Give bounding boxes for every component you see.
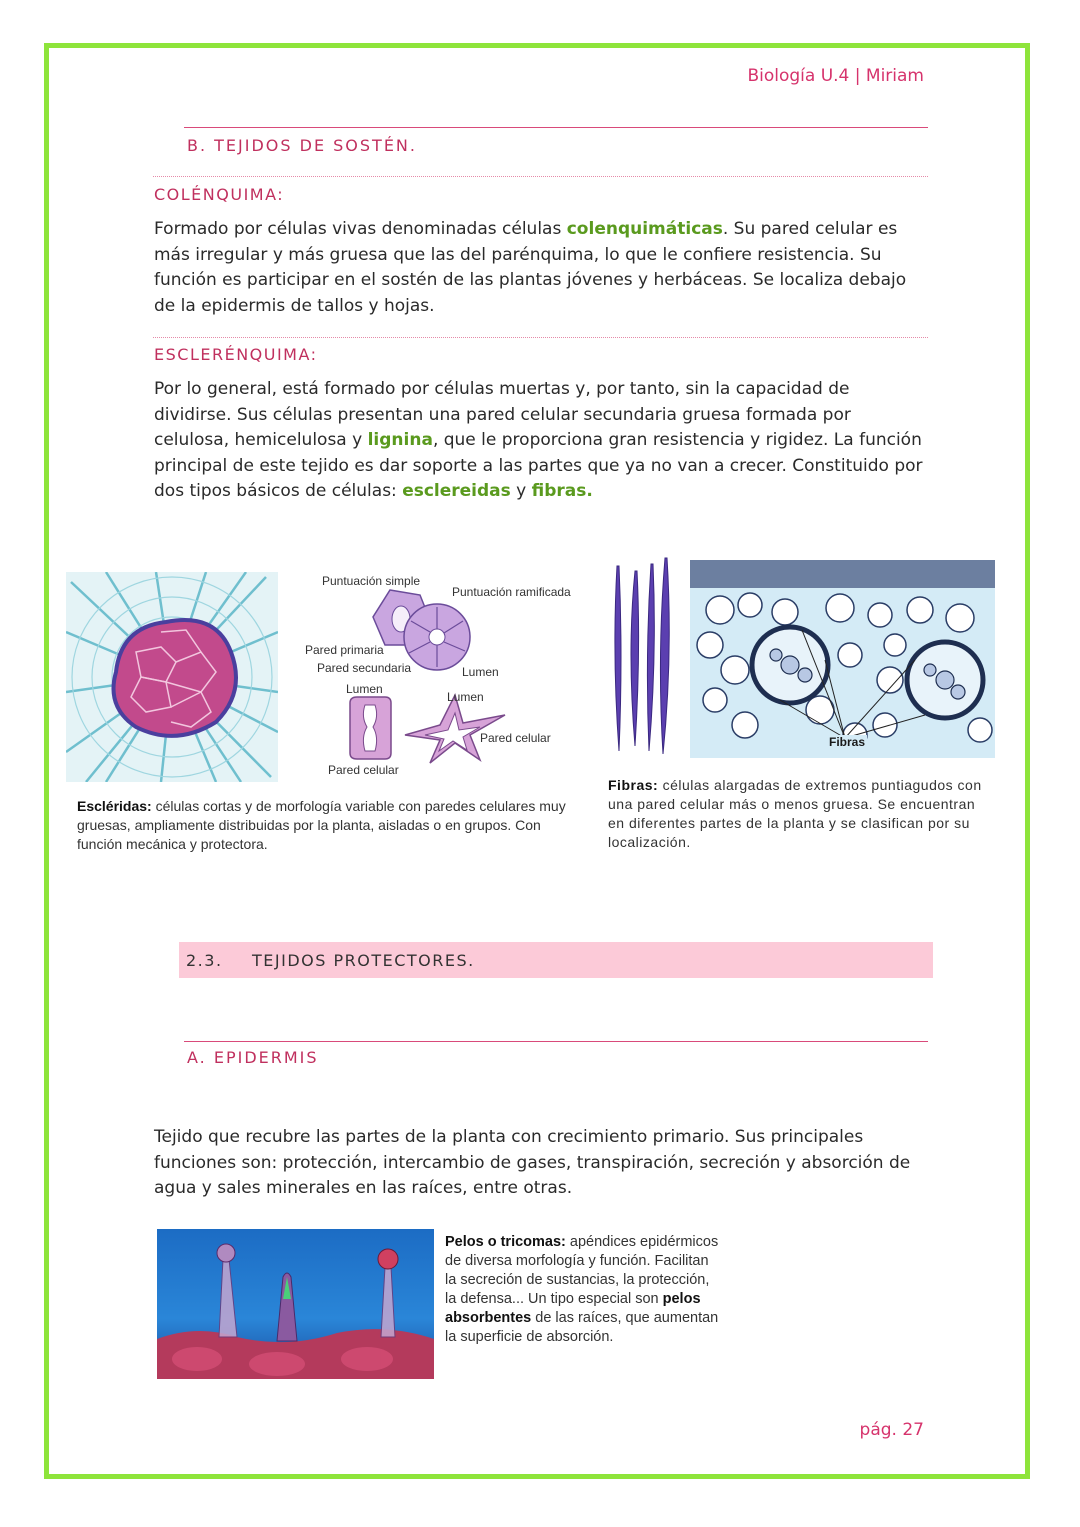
label-pared-secundaria: Pared secundaria xyxy=(317,661,412,675)
section-a-title: A. EPIDERMIS xyxy=(187,1048,319,1067)
caption-term: Escléridas: xyxy=(77,798,152,814)
label-lumen: Lumen xyxy=(447,690,484,704)
caption-term: pelos absorbentes xyxy=(445,1291,701,1326)
label-lumen: Lumen xyxy=(462,665,499,679)
label-pared-celular: Pared celular xyxy=(480,731,551,745)
caption-pelos xyxy=(445,1233,720,1347)
esclerenquima-paragraph xyxy=(154,377,924,505)
colenquima-title: COLÉNQUIMA: xyxy=(154,185,285,204)
section-2-3-title: TEJIDOS PROTECTORES. xyxy=(252,951,475,970)
epidermis-paragraph: Tejido que recubre las partes de la planta con crecimiento primario. Sus principales funciones son: protección, intercambio de gases, transpiración, secreción y absorción de agua y sales minerales en las raíces, entre otras. xyxy=(154,1127,911,1198)
text: , que le proporciona gran resistencia y rigidez. La función principal de este tejido es dar soporte a las partes que ya no van a crecer. Constituido por dos tipos básicos de células: xyxy=(154,430,923,501)
label-puntuacion-simple: Puntuación simple xyxy=(322,574,421,588)
label-pared-primaria: Pared primaria xyxy=(305,643,384,657)
label-lumen: Lumen xyxy=(346,682,383,696)
caption-fibras xyxy=(608,776,996,852)
page-header: Biología U.4 | Miriam xyxy=(747,66,924,86)
esclerenquima-title: ESCLERÉNQUIMA: xyxy=(154,345,318,364)
term-fibras: fibras. xyxy=(531,481,593,501)
fiber-micrograph xyxy=(690,560,995,758)
section-2-3-number: 2.3. xyxy=(186,951,223,970)
dotted-divider xyxy=(153,176,928,177)
label-pared-celular: Pared celular xyxy=(328,763,399,777)
term-lignina: lignina xyxy=(367,430,433,450)
label-fibras: Fibras xyxy=(829,735,866,749)
text: y xyxy=(510,481,532,501)
text: Por lo general, está formado por células muertas y, por tanto, sin la capacidad de dividirse. Sus células presentan una pared celular secundaria gruesa formada por celulosa, hemicelulosa y xyxy=(154,379,851,450)
fibers-illustration xyxy=(607,556,677,756)
dotted-divider xyxy=(153,337,928,338)
divider xyxy=(184,1041,928,1042)
caption-text: apéndices epidérmicos de diversa morfología y función. Facilitan la secreción de sustancias, la protección, la defensa... Un tipo especial son xyxy=(445,1234,719,1307)
term-esclereidas: esclereidas xyxy=(402,481,511,501)
caption-term: Fibras: xyxy=(608,777,659,793)
colenquima-paragraph xyxy=(154,217,924,319)
section-b-title: B. TEJIDOS DE SOSTÉN. xyxy=(187,136,417,155)
sclereid-micrograph xyxy=(66,572,278,782)
caption-term: Pelos o tricomas: xyxy=(445,1234,566,1250)
text: . Su pared celular es más irregular y más gruesa que las del parénquima, lo que le confiere resistencia. Su función es participar en el sostén de las plantas jóvenes y herbáceas. Se localiza debajo de la epidermis de tallos y hojas. xyxy=(154,219,907,316)
page-number: pág. 27 xyxy=(859,1420,924,1440)
caption-text: de las raíces, que aumentan la superficie de absorción. xyxy=(445,1310,719,1345)
text: Formado por células vivas denominadas células xyxy=(154,219,567,239)
trichome-micrograph xyxy=(157,1229,434,1379)
caption-text: células cortas y de morfología variable con paredes celulares muy gruesas, ampliamente distribuidas por la planta, aisladas o en grupos. Con función mecánica y protectora. xyxy=(77,798,566,852)
label-puntuacion-ramificada: Puntuación ramificada xyxy=(452,585,571,599)
caption-text: células alargadas de extremos puntiagudos con una pared celular más o menos gruesa. Se encuentran en diferentes partes de la planta y se clasifican por su localización. xyxy=(608,777,982,850)
caption-escleridas xyxy=(77,797,582,854)
term-colenquimaticas: colenquimáticas xyxy=(566,219,723,239)
divider xyxy=(184,127,928,128)
